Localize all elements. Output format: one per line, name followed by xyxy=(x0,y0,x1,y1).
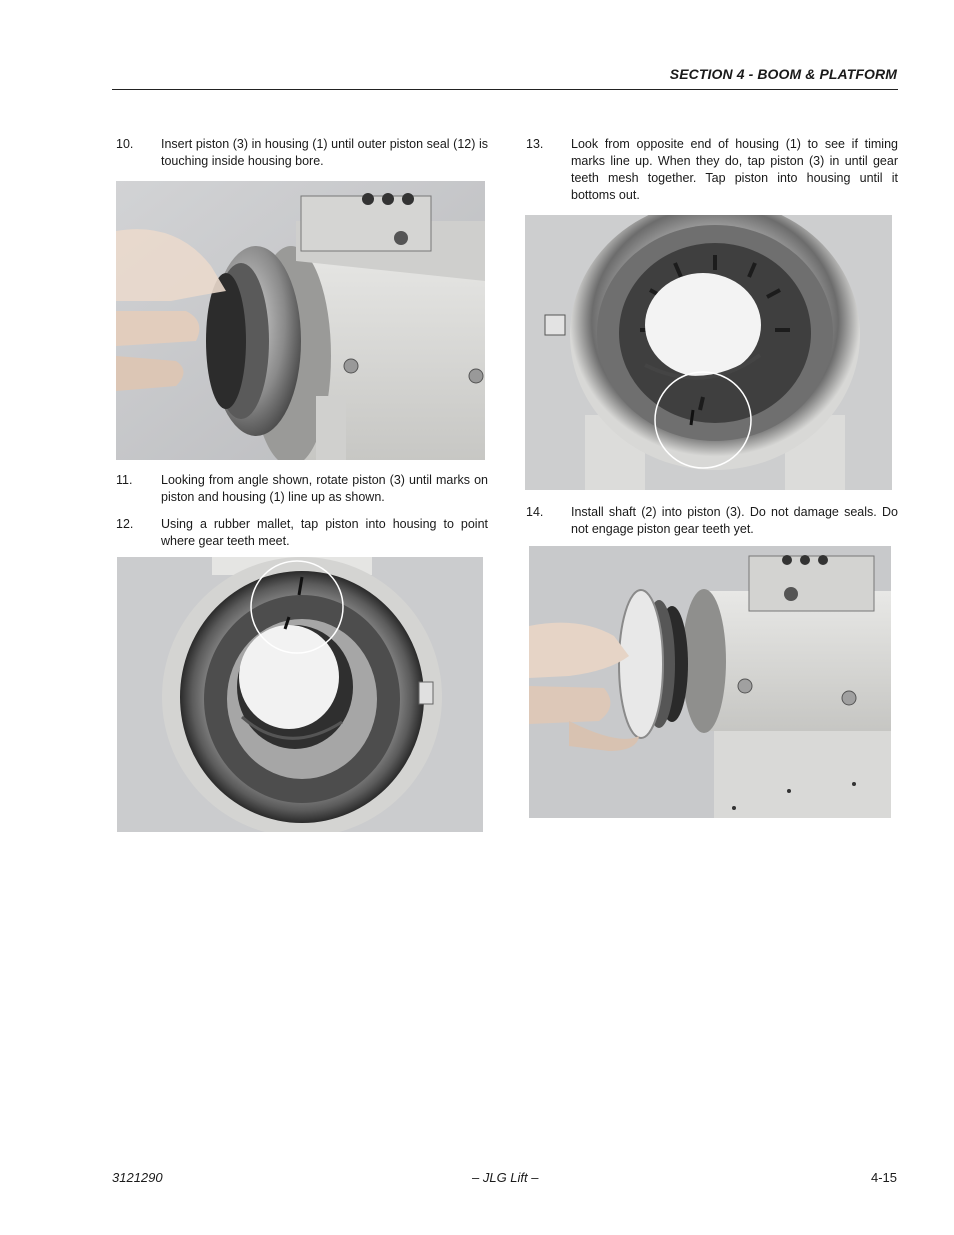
step-text: Looking from angle shown, rotate piston (3) until marks on piston and housing (1) line up as shown. xyxy=(161,473,488,504)
step-number: 11. xyxy=(116,473,133,487)
step-number: 14. xyxy=(526,505,544,519)
footer-doc-number: 3121290 xyxy=(112,1170,163,1185)
step-number: 12. xyxy=(116,517,134,531)
header-rule xyxy=(112,89,898,90)
footer-publisher: – JLG Lift – xyxy=(472,1170,539,1185)
photo-shaft-install xyxy=(529,546,891,818)
footer-page-number: 4-15 xyxy=(870,1170,897,1185)
photo-piston-insertion xyxy=(116,181,485,460)
photo-timing-marks-rear xyxy=(525,215,892,490)
step-13 xyxy=(526,136,898,204)
photo-timing-marks-front xyxy=(117,557,483,832)
step-14 xyxy=(526,504,898,538)
step-text: Look from opposite end of housing (1) to see if timing marks line up. When they do, tap piston (3) in until gear teeth mesh together. Tap piston into housing until it bottoms out. xyxy=(571,137,898,202)
step-12 xyxy=(116,516,488,550)
step-number: 10. xyxy=(116,137,134,151)
step-text: Insert piston (3) in housing (1) until outer piston seal (12) is touching inside housing bore. xyxy=(161,137,488,168)
step-text: Using a rubber mallet, tap piston into housing to point where gear teeth meet. xyxy=(161,517,488,548)
step-text: Install shaft (2) into piston (3). Do not damage seals. Do not engage piston gear teeth yet. xyxy=(571,505,898,536)
step-10 xyxy=(116,136,488,170)
step-number: 13. xyxy=(526,137,544,151)
section-header-title: SECTION 4 - BOOM & PLATFORM xyxy=(669,66,897,82)
step-11 xyxy=(116,472,488,506)
